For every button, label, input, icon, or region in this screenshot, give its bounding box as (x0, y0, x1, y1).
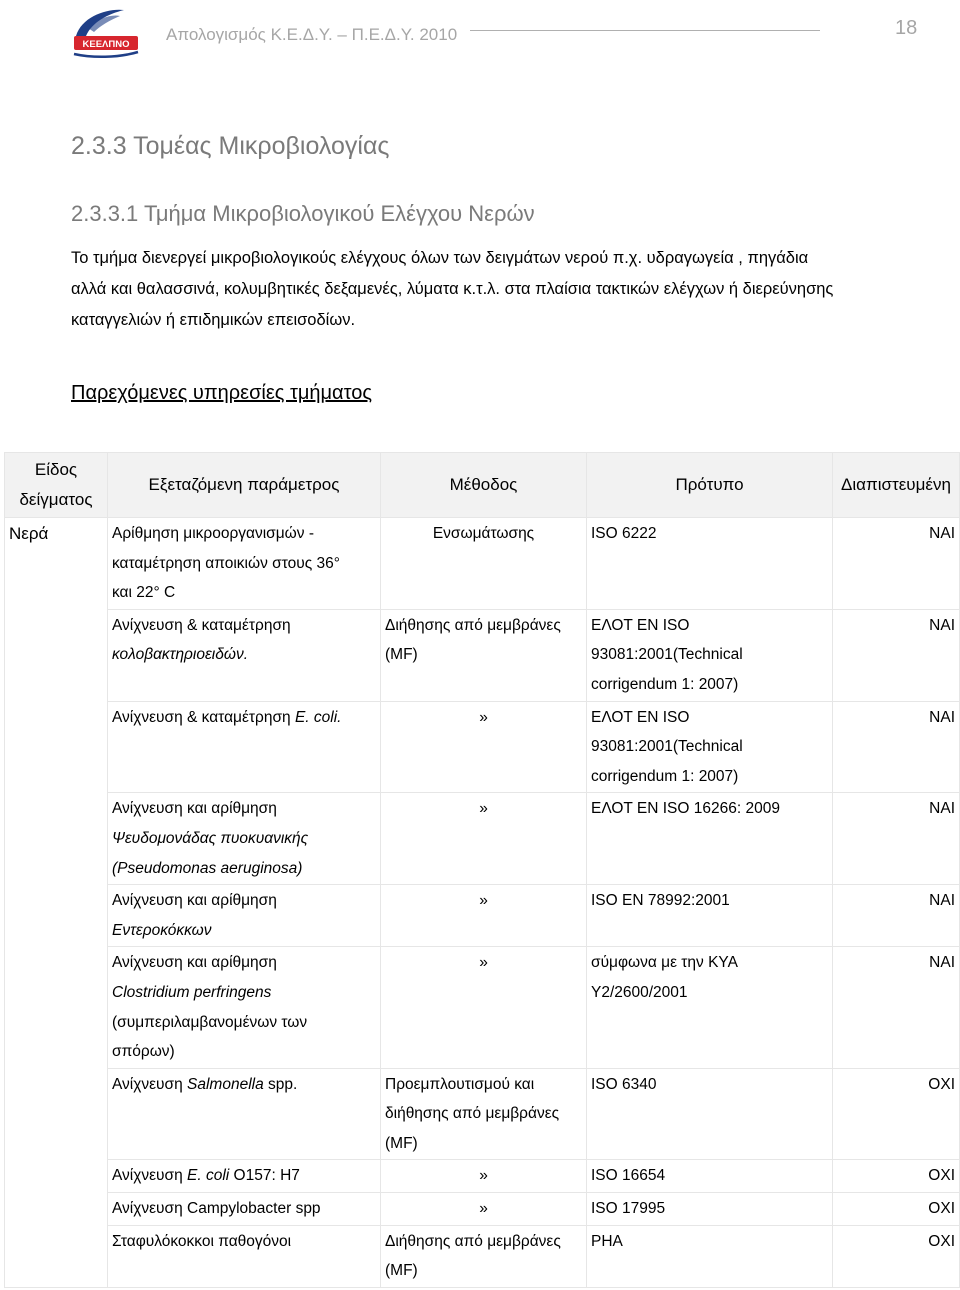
standard-cell: PHA (587, 1225, 833, 1287)
table-row (5, 885, 960, 947)
keelpno-logo (68, 6, 144, 62)
subsection-heading: 2.3.3.1 Τμήμα Μικροβιολογικού Ελέγχου Νερών (71, 201, 535, 226)
method-cell: » (381, 1160, 587, 1193)
table-row (5, 1225, 960, 1287)
header-parameter: Εξεταζόμενη παράμετρος (108, 453, 381, 518)
page-header (0, 0, 960, 70)
parameter-cell: Ανίχνευση E. coli O157: H7 (108, 1160, 381, 1193)
table-row (5, 609, 960, 701)
parameter-cell: Σταφυλόκοκκοι παθογόνοι (108, 1225, 381, 1287)
parameter-cell: Ανίχνευση και αρίθμηση Ψευδομονάδας πυοκυανικής (Pseudomonas aeruginosa) (108, 793, 381, 885)
method-cell: » (381, 885, 587, 947)
accredited-cell: ΟΧΙ (833, 1225, 960, 1287)
parameter-cell: Ανίχνευση & καταμέτρηση κολοβακτηριοειδών. (108, 609, 381, 701)
accredited-cell: ΝΑΙ (833, 701, 960, 793)
header-divider (470, 30, 820, 31)
table-row (5, 518, 960, 610)
intro-paragraph (71, 243, 955, 336)
method-cell: Ενσωμάτωσης (381, 518, 587, 610)
standard-cell: ISO EN 78992:2001 (587, 885, 833, 947)
accredited-cell: ΟΧΙ (833, 1193, 960, 1226)
document-title: Απολογισμός Κ.Ε.Δ.Υ. – Π.Ε.Δ.Υ. 2010 (166, 25, 458, 44)
accredited-cell: ΝΑΙ (833, 609, 960, 701)
standard-cell: ISO 17995 (587, 1193, 833, 1226)
header-method: Μέθοδος (381, 453, 587, 518)
standard-cell: ISO 6340 (587, 1068, 833, 1160)
accredited-cell: ΝΑΙ (833, 518, 960, 610)
method-cell: » (381, 793, 587, 885)
method-cell: Διήθησης από μεμβράνες (MF) (381, 1225, 587, 1287)
method-cell: Διήθησης από μεμβράνες (MF) (381, 609, 587, 701)
sample-kind-cell: Νερά (5, 518, 108, 1288)
accredited-cell: ΟΧΙ (833, 1068, 960, 1160)
standard-cell: ISO 6222 (587, 518, 833, 610)
accredited-cell: ΝΑΙ (833, 947, 960, 1068)
header-sample-kind: Είδος δείγματος (5, 453, 108, 518)
table-row (5, 1160, 960, 1193)
method-cell: Προεμπλουτισμού και διήθησης από μεμβράνες (MF) (381, 1068, 587, 1160)
services-title: Παρεχόμενες υπηρεσίες τμήματος (71, 382, 372, 404)
intro-line: καταγγελιών ή επιδημικών επεισοδίων. (71, 311, 356, 329)
parameter-cell: Ανίχνευση και αρίθμηση Εντεροκόκκων (108, 885, 381, 947)
page-number: 18 (895, 17, 918, 39)
method-cell: » (381, 1193, 587, 1226)
table-header-row (5, 453, 960, 518)
standard-cell: ΕΛΟΤ EN ISO 16266: 2009 (587, 793, 833, 885)
table-row (5, 1068, 960, 1160)
accredited-cell: ΝΑΙ (833, 793, 960, 885)
header-accredited: Διαπιστευμένη (833, 453, 960, 518)
table-row (5, 793, 960, 885)
standard-cell: ΕΛΟΤ EN ISO 93081:2001(Technical corrigendum 1: 2007) (587, 609, 833, 701)
header-standard: Πρότυπο (587, 453, 833, 518)
intro-line: Το τμήμα διενεργεί μικροβιολογικούς ελέγχους όλων των δειγμάτων νερού π.χ. υδραγωγεία , πηγάδια (71, 249, 809, 267)
services-table (4, 452, 960, 1288)
section-heading: 2.3.3 Τομέας Μικροβιολογίας (71, 132, 390, 160)
method-cell: » (381, 947, 587, 1068)
method-cell: » (381, 701, 587, 793)
parameter-cell: Ανίχνευση και αρίθμηση Clostridium perfringens (συμπεριλαμβανομένων των σπόρων) (108, 947, 381, 1068)
accredited-cell: ΝΑΙ (833, 885, 960, 947)
intro-line: αλλά και θαλασσινά, κολυμβητικές δεξαμενές, λύματα κ.τ.λ. στα πλαίσια τακτικών ελέγχων ή διερεύνησης (71, 280, 834, 298)
standard-cell: ISO 16654 (587, 1160, 833, 1193)
parameter-cell: Αρίθμηση μικροοργανισμών - καταμέτρηση αποικιών στους 36° και 22° C (108, 518, 381, 610)
svg-text:ΚΕΕΛΠΝΟ: ΚΕΕΛΠΝΟ (82, 39, 130, 50)
parameter-cell: Ανίχνευση Salmonella spp. (108, 1068, 381, 1160)
parameter-cell: Ανίχνευση & καταμέτρηση E. coli. (108, 701, 381, 793)
accredited-cell: ΟΧΙ (833, 1160, 960, 1193)
table-row (5, 701, 960, 793)
standard-cell: ΕΛΟΤ EN ISO 93081:2001(Technical corrigendum 1: 2007) (587, 701, 833, 793)
table-row (5, 947, 960, 1068)
table-row (5, 1193, 960, 1226)
standard-cell: σύμφωνα με την ΚΥΑ Υ2/2600/2001 (587, 947, 833, 1068)
parameter-cell: Ανίχνευση Campylobacter spp (108, 1193, 381, 1226)
